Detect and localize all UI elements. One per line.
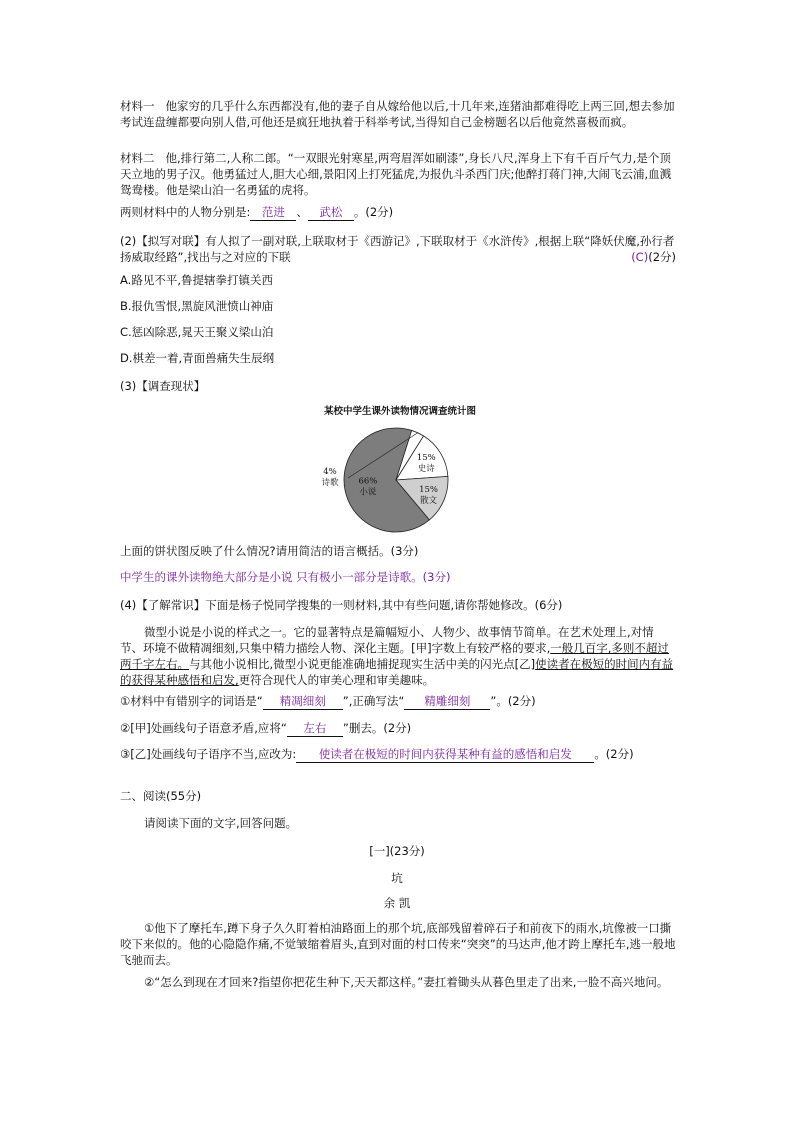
pie-value-label: 66% <box>358 476 378 487</box>
passage-part-a: 微型小说是小说的样式之一。它的显著特点是篇幅短小、人物少、故事情节简单。在艺术处理上,对情节、环境不做精凋细刻,只集中精力描绘人物、深化主题。[甲]字数上有较严格的要求, <box>120 625 654 655</box>
answer-correct-word: 精雕细刻 <box>404 693 490 710</box>
sub-question-3-prefix: ③[乙]处画线句子语序不当,应改为: <box>120 747 297 761</box>
question-3-title: (3)【调查现状】 <box>120 379 206 393</box>
question-3-text: 上面的饼状图反映了什么情况?请用简洁的语言概括。(3分) <box>120 544 419 558</box>
sub-question-1-suffix: ”。(2分) <box>490 694 536 708</box>
article-paragraph-2: ②“怎么到现在才回来?指望你把花生种下,天天都这样。”妻扛着锄头从暮色里走了出来,一脸不高兴地问。 <box>144 975 669 989</box>
sub-question-2 <box>120 720 676 737</box>
question-4-title: (4)【了解常识】下面是杨子悦同学搜集的一则材料,其中有些问题,请你帮她修改。(6分) <box>120 598 563 612</box>
answer-wusong: 武松 <box>308 204 354 221</box>
question-2-stem <box>120 233 676 265</box>
article-author: 余 凯 <box>383 896 411 910</box>
sub-question-3-suffix: 。(2分) <box>594 747 634 761</box>
material-two <box>120 150 676 198</box>
chart-title: 某校中学生课外读物情况调查统计图 <box>323 406 477 417</box>
material-one <box>120 98 676 130</box>
pie-value-label: 15% <box>419 484 439 495</box>
pie-value-label: 4% <box>323 467 337 477</box>
reading-subsection: [一](23分) <box>369 844 425 858</box>
sub-question-2-prefix: ②[甲]处画线句子语意矛盾,应将“ <box>120 721 287 735</box>
pie-category-label: 诗歌 <box>321 478 339 488</box>
answer-delete-word: 左右 <box>287 720 343 737</box>
question-3-answer: 中学生的课外读物绝大部分是小说 只有极小一部分是诗歌。(3分) <box>120 570 451 584</box>
question-1-suffix: 。(2分) <box>353 205 394 219</box>
question-1-sep: 、 <box>296 205 308 219</box>
answer-wrong-word: 精凋细刻 <box>263 693 343 710</box>
sub-question-1 <box>120 693 676 710</box>
option-a: A.路见不平,鲁提辖拳打镇关西 <box>120 273 273 287</box>
material-two-label: 材料二 <box>120 151 155 165</box>
material-one-text: 他家穷的几乎什么东西都没有,他的妻子自从嫁给他以后,十几年来,连猪油都难得吃上两三回,想去参加考试连盘缠都要向别人借,可他还是疯狂地执着于科举考试,当得知自己金榜题名以后他竟然喜极而疯。 <box>120 99 675 129</box>
sub-question-3 <box>120 746 676 763</box>
pie-category-label: 小说 <box>359 487 377 498</box>
question-2-stem-text: (2)【拟写对联】有人拟了一副对联,上联取材于《西游记》,下联取材于《水浒传》,根据上联“降妖伏魔,孙行者扬威取经路”,找出与之对应的下联 <box>120 234 675 264</box>
option-c: C.惩凶除恶,晁天王聚义梁山泊 <box>120 325 274 339</box>
reading-section-title: 二、阅读(55分) <box>120 789 202 803</box>
pie-chart <box>300 400 500 540</box>
sub-question-1-mid: ”,正确写法“ <box>342 694 405 708</box>
question-1 <box>120 204 676 221</box>
passage-part-c: 更符合现代人的审美心理和审美趣味。 <box>238 673 435 687</box>
option-d: D.棋差一着,青面兽痛失生辰纲 <box>120 351 275 365</box>
sub-question-1-prefix: ①材料中有错别字的词语是“ <box>120 694 263 708</box>
answer-reordered-sentence: 使读者在极短的时间内获得某种有益的感悟和启发 <box>296 746 594 763</box>
question-2-score: (2分) <box>648 250 676 264</box>
micro-novel-passage <box>120 624 676 688</box>
article-paragraph-1: ①他下了摩托车,蹲下身子久久盯着柏油路面上的那个坑,底部残留着碎石子和前夜下的雨水,坑像被一口撕咬下来似的。他的心隐隐作痛,不觉皱缩着眉头,直到对面的村口传来“突突”的马达声,他才跨上摩托车,逃一般地飞驰而去。 <box>120 921 676 967</box>
pie-category-label: 史诗 <box>417 463 435 474</box>
underlined-sentence-jia: 一般几百字,多则不超过两千字左右。 <box>120 641 669 671</box>
answer-fanjin: 范进 <box>250 204 296 221</box>
underlined-sentence-yi: 使读者在极短的时间内有益的获得某种感悟和启发, <box>120 657 674 687</box>
article-title: 坑 <box>391 871 403 885</box>
passage-part-b: 与其他小说相比,微型小说更能准确地捕捉现实生活中美的闪光点[乙] <box>189 657 536 671</box>
question-1-prefix: 两则材料中的人物分别是: <box>120 205 251 219</box>
sub-question-2-suffix: ”删去。(2分) <box>342 721 412 735</box>
material-two-text: 他,排行第二,人称二郎。“一双眼光射寒星,两弯眉浑如刷漆”,身长八尺,浑身上下有千百斤气力,是个顶天立地的男子汉。他勇猛过人,胆大心细,景阳冈上打死猛虎,为报仇斗杀西门庆;他醉打蒋门神,大闹飞云浦,血溅鸳鸯楼。他是梁山泊一名勇猛的虎将。 <box>120 151 672 197</box>
pie-value-label: 15% <box>416 452 436 463</box>
material-one-label: 材料一 <box>120 99 155 113</box>
reading-instruction: 请阅读下面的文字,回答问题。 <box>144 816 298 830</box>
pie-category-label: 散文 <box>420 495 438 506</box>
question-2-answer: (C) <box>631 250 649 264</box>
option-b: B.报仇雪恨,黑旋风泄愤山神庙 <box>120 299 274 313</box>
